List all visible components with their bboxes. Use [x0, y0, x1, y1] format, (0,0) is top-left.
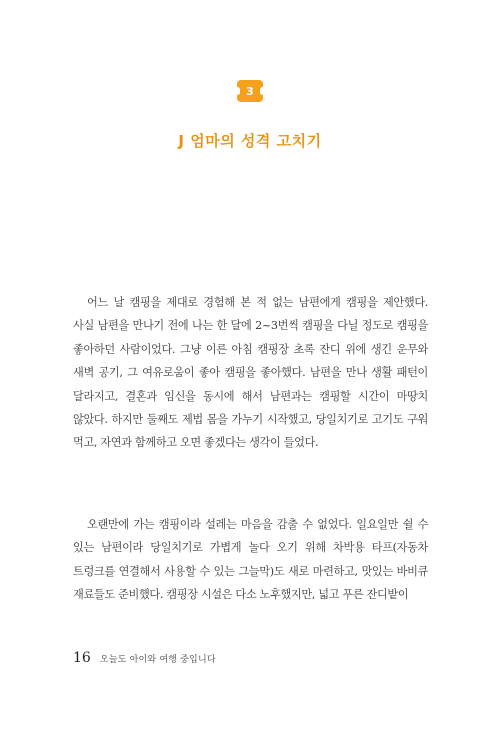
chapter-title: J 엄마의 성격 고치기 — [178, 132, 322, 150]
body-paragraph-2: 오랜만에 가는 캠핑이라 설레는 마음을 감출 수 없었다. 일요일만 쉴 수 있는 남편이라 당일치기로 가볍게 놀다 오기 위해 차박용 타프(자동차 트렁크를 연결해서 사용할 수 있는 그늘막)도 새로 마련하고, 맛있는 바비큐 재료들도 준비했다. 캠핑장 시설은 다소 노후했지만, 넓고 푸른 잔디밭이 — [73, 518, 428, 602]
chapter-number-badge — [237, 80, 263, 102]
body-paragraph-1: 어느 날 캠핑을 제대로 경험해 본 적 없는 남편에게 캠핑을 제안했다. 사실 남편을 만나기 전에 나는 한 달에 2~3번씩 캠핑을 다닐 정도로 캠핑을 좋아하던 사람이었다. 그냥 이른 아침 캠핑장 초록 잔디 위에 생긴 운무와 새벽 공기, 그 여유로움이 좋아 캠핑을 좋아했다. 남편을 만나 생활 패턴이 달라지고, 결혼과 임신을 동시에 해서 남편과는 캠핑할 시간이 마땅치 않았다. 하지만 둘째도 제법 몸을 가누기 시작했고, 당일치기로 고기도 구워 먹고, 자연과 함께하고 오면 좋겠다는 생각이 들었다. — [73, 296, 428, 450]
chapter-number: 3 — [246, 84, 254, 98]
page-footer — [73, 650, 216, 666]
page-number: 16 — [73, 650, 91, 666]
running-book-title: 오늘도 아이와 여행 중입니다 — [99, 655, 216, 665]
